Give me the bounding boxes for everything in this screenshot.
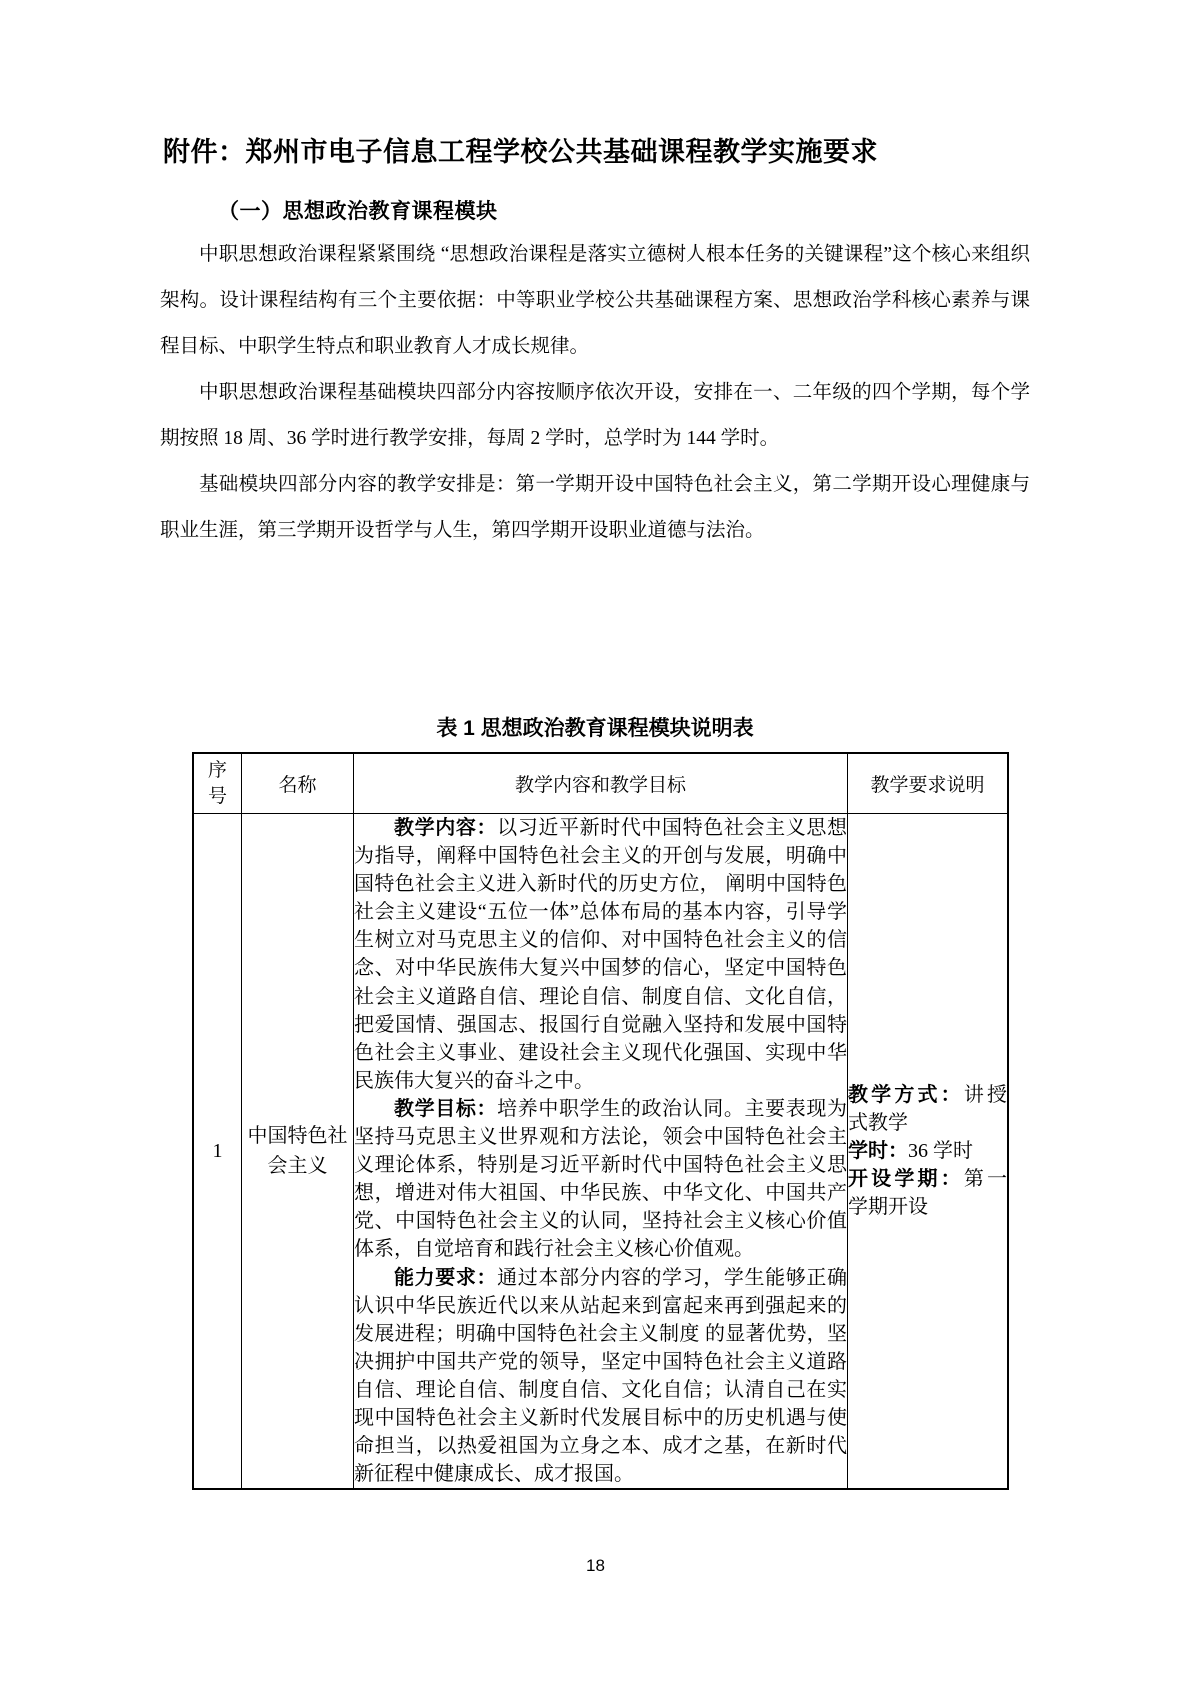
row1-course-name: 中国特色社会主义 (242, 814, 354, 1490)
header-seq-label: 序号 (207, 759, 227, 807)
teaching-goal-label: 教学目标： (394, 1097, 498, 1120)
req-hours-line (848, 1137, 1007, 1165)
req-semester-label: 开设学期： (848, 1168, 964, 1191)
req-hours-value: 36 学时 (908, 1140, 973, 1163)
table-caption: 表 1 思想政治教育课程模块说明表 (436, 717, 754, 740)
req-semester-line (848, 1165, 1007, 1221)
req-method-value: 讲授式教学 (848, 1084, 1008, 1135)
ability-text: 通过本部分内容的学习，学生能够正确认识中华民族近代以来从站起来到富起来再到强起来的发展进程；明确中国特色社会主义制度 的显著优势，坚决拥护中国共产党的领导，坚定中国特色社会主义道路自信、理论自信、制度自信、文化自信；认清自己在实现中国特色社会主义新时代发展目标中的历史机遇与使命担当，以热爱祖国为立身之本、成才之基，在新时代新征程中健康成长、成才报国。 (354, 1266, 848, 1486)
page-title: 附件：郑州市电子信息工程学校公共基础课程教学实施要求 (163, 137, 878, 167)
req-semester-value: 第一学期开设 (848, 1168, 1008, 1219)
header-cell-seq (193, 753, 242, 814)
row1-seq: 1 (193, 814, 242, 1490)
section-heading: （一）思想政治教育课程模块 (218, 200, 498, 223)
req-method-label: 教学方式： (848, 1084, 964, 1107)
header-cell-name: 名称 (242, 753, 354, 814)
page-number: 18 (586, 1556, 605, 1575)
req-hours-label: 学时： (848, 1140, 908, 1163)
teaching-content-text: 以习近平新时代中国特色社会主义思想为指导，阐释中国特色社会主义的开创与发展，明确中国特色社会主义进入新时代的历史方位， 阐明中国特色社会主义建设“五位一体”总体布局的基本内容，引导学生树立对马克思主义的信仰、对中国特色社会主义的信念、对中华民族伟大复兴中国梦的信心，坚定中国特色社会主义道路自信、理论自信、制度自信、文化自信，把爱国情、强国志、报国行自觉融入坚持和发展中国特色社会主义事业、建设社会主义现代化强国、实现中华民族伟大复兴的奋斗之中。 (354, 817, 848, 1092)
course-module-table (192, 752, 1009, 1490)
header-cell-content: 教学内容和教学目标 (354, 753, 848, 814)
row1-content-cell (354, 814, 848, 1490)
table-row (193, 814, 1008, 1490)
req-method-line (848, 1081, 1007, 1137)
body-paragraphs (160, 232, 1030, 554)
row1-requirements-cell (848, 814, 1009, 1490)
ability-paragraph (354, 1264, 847, 1489)
ability-label: 能力要求： (394, 1266, 498, 1289)
teaching-goal-text: 培养中职学生的政治认同。主要表现为坚持马克思主义世界观和方法论，领会中国特色社会主义理论体系，特别是习近平新时代中国特色社会主义思想，增进对伟大祖国、中华民族、中华文化、中国共产党、中国特色社会主义的认同，坚持社会主义核心价值体系，自觉培育和践行社会主义核心价值观。 (354, 1097, 848, 1261)
teaching-content-paragraph (354, 814, 847, 1095)
teaching-goal-paragraph (354, 1095, 847, 1264)
teaching-content-label: 教学内容： (394, 817, 498, 839)
paragraph-3: 基础模块四部分内容的教学安排是：第一学期开设中国特色社会主义，第二学期开设心理健康与职业生涯，第三学期开设哲学与人生，第四学期开设职业道德与法治。 (160, 474, 1030, 541)
paragraph-1: 中职思想政治课程紧紧围绕 “思想政治课程是落实立德树人根本任务的关键课程”这个核心来组织架构。设计课程结构有三个主要依据：中等职业学校公共基础课程方案、思想政治学科核心素养与课程目标、中职学生特点和职业教育人才成长规律。 (160, 244, 1030, 357)
paragraph-2: 中职思想政治课程基础模块四部分内容按顺序依次开设，安排在一、二年级的四个学期，每个学期按照 18 周、36 学时进行教学安排，每周 2 学时，总学时为 144 学时。 (160, 382, 1030, 449)
table-header-row (193, 753, 1008, 814)
header-cell-requirements: 教学要求说明 (848, 753, 1009, 814)
